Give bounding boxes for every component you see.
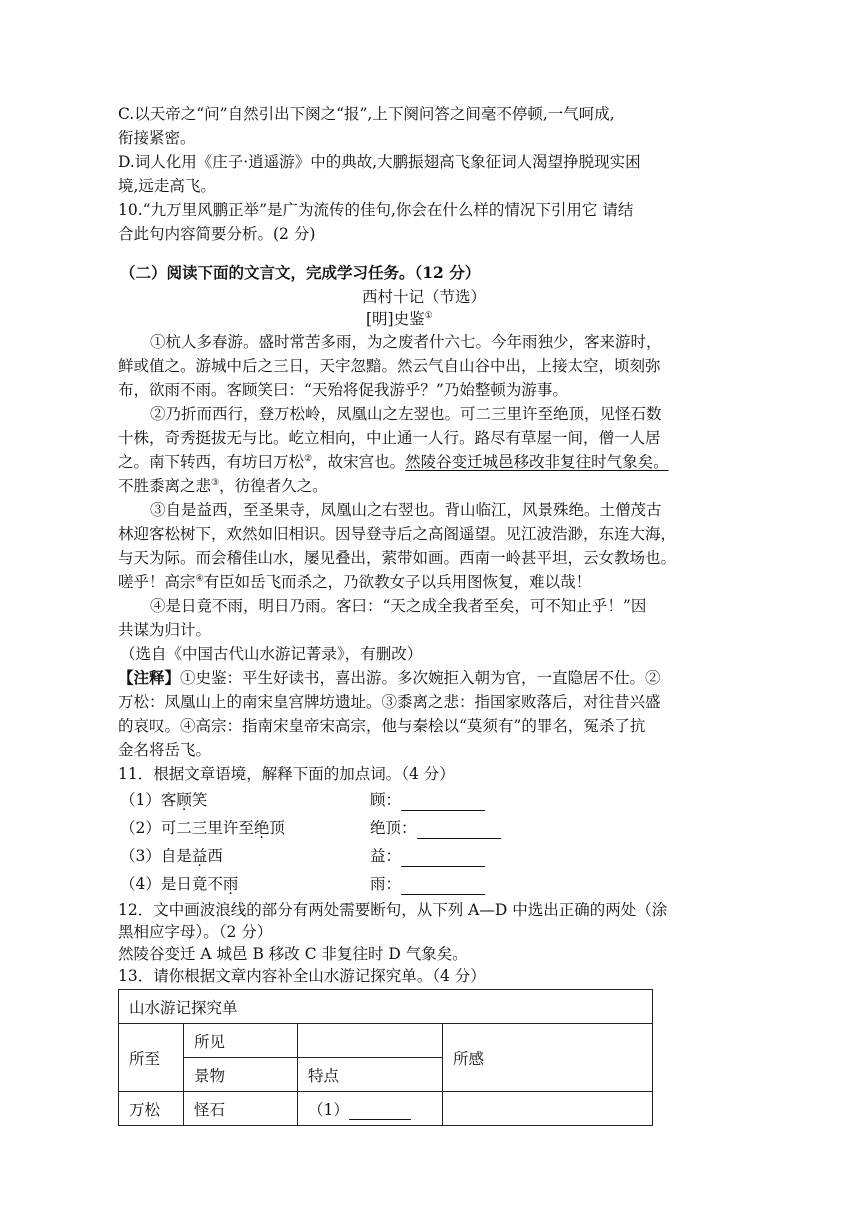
q11-item-2-text — [120, 817, 285, 839]
notes-line3: 的哀叹。④高宗：指南宋皇帝宋高宗，他与秦桧以“莫须有”的罪名，冤杀了抗 — [118, 717, 646, 735]
notes-line2: 万松：凤凰山上的南宋皇宫牌坊遗址。③黍离之悲：指国家败落后，对往昔兴盛 — [118, 693, 661, 711]
p1-line1: ①杭人多春游。盛时常苦多雨，为之废者什六七。今年雨独少，客来游时， — [150, 333, 662, 351]
notes-line1 — [118, 667, 661, 689]
answer-blank[interactable] — [401, 850, 485, 867]
note-mark-4: ④ — [195, 573, 204, 584]
q11-4-dotted-word: 雨 — [222, 875, 239, 893]
cell-feeling[interactable] — [443, 1092, 653, 1126]
notes-label: 【注释】 — [118, 668, 181, 687]
p3-line1: ③自是益西，至圣果寺，凤凰山之右翌也。背山临江，风景殊绝。土僧茂古 — [150, 501, 662, 519]
table-row — [119, 1024, 653, 1058]
q11-3-dotted-word: 益 — [191, 847, 208, 865]
cell-feature[interactable] — [298, 1092, 443, 1126]
q11-1-pre: （1）客 — [120, 791, 177, 809]
answer-blank[interactable] — [401, 794, 485, 811]
q11-2-dotted-word: 绝 — [253, 819, 270, 837]
option-c-line2: 衔接紧密。 — [118, 129, 196, 147]
notes-line4: 金名将岳飞。 — [118, 741, 212, 759]
q11-1-dotted-word: 顾 — [176, 791, 192, 809]
q11-2-label: 绝顶： — [370, 819, 417, 837]
source-citation: （选自《中国古代山水游记菁录》，有删改） — [120, 645, 423, 663]
header-empty — [298, 1024, 443, 1058]
q11-item-4-answer[interactable] — [370, 873, 485, 895]
author-note-mark: ① — [424, 310, 433, 321]
notes-text1: ①史鉴：平生好读书，喜出游。多次婉拒入朝为官，一直隐居不仕。② — [180, 669, 661, 687]
header-suogan: 所感 — [443, 1024, 653, 1092]
option-d-line1: D.词人化用《庄子·逍遥游》中的典故,大鹏振翅高飞象征词人渴望挣脱现实困 — [118, 153, 641, 171]
q11-item-4-text — [120, 873, 238, 895]
wavy-underlined-sentence: 然陵谷变迁城邑移改非复往时气象矣。 — [405, 453, 669, 471]
question-13: 13．请你根据文章内容补全山水游记探究单。（4 分） — [118, 967, 486, 985]
answer-blank[interactable] — [349, 1105, 411, 1120]
p1-line3: 布，欲雨不雨。客顾笑曰：“天殆将促我游乎？”乃始整顿为游事。 — [118, 381, 568, 399]
q11-item-3-answer[interactable] — [370, 845, 485, 867]
q11-2-post: 顶 — [269, 819, 285, 837]
p3-line2: 林迎客松树下，欢然如旧相识。因导登寺后之高阁遥望。见江波浩渺，东连大海， — [118, 525, 677, 543]
p2-line3-text2: ，故宋宫也。 — [312, 453, 406, 471]
cell-thing: 怪石 — [184, 1092, 298, 1126]
passage-title: 西村十记（节选） — [362, 288, 487, 306]
question-11: 11．根据文章语境，解释下面的加点词。（4 分） — [118, 765, 455, 783]
q11-3-label: 益： — [370, 847, 402, 865]
header-jingwu: 景物 — [184, 1058, 298, 1092]
p2-line4-text2: ，彷徨者久之。 — [219, 477, 328, 495]
p2-line1: ②乃折而西行，登万松岭，凤凰山之左翌也。可二三里许至绝顶，见怪石数 — [150, 405, 662, 423]
q11-1-post: 笑 — [191, 791, 208, 809]
p2-line4 — [118, 475, 328, 497]
q10-line2: 合此句内容简要分析。(2 分) — [118, 225, 316, 243]
header-suojian: 所见 — [184, 1024, 298, 1058]
q11-item-3-text — [120, 845, 223, 867]
q11-4-label: 雨： — [370, 875, 402, 893]
q11-2-pre: （2）可二三里许至 — [120, 819, 254, 837]
q11-1-label: 顾： — [370, 791, 402, 809]
note-mark-3: ③ — [211, 477, 220, 488]
q11-3-pre: （3）自是 — [120, 847, 192, 865]
q12-line2: 黑相应字母）。（2 分） — [118, 923, 273, 941]
p3-line4-text2: 有臣如岳飞而杀之，乃欲教女子以兵用图恢复，难以哉！ — [203, 573, 592, 591]
table-title: 山水游记探究单 — [119, 990, 653, 1024]
table-row — [119, 990, 653, 1024]
p3-line3: 与天为际。而会稽佳山水，屡见叠出，萦带如画。西南一岭甚平坦，云女教场也。 — [118, 549, 677, 567]
answer-blank[interactable] — [417, 822, 501, 839]
option-d-line2: 境,远走高飞。 — [118, 177, 216, 195]
p1-line2: 鲜或值之。游城中后之三日，天宇忽黯。然云气自山谷中出，上接太空，顷刻弥 — [118, 357, 661, 375]
option-c-line1: C.以天帝之“问”自然引出下阕之“报”,上下阕问答之间毫不停顿,一气呵成, — [118, 105, 615, 123]
p3-line4-text: 嗟乎！高宗 — [118, 573, 196, 591]
q11-item-2-answer[interactable] — [370, 817, 501, 839]
q11-3-post: 西 — [207, 847, 223, 865]
q10-line1: 10.“九万里风鹏正举”是广为流传的佳句,你会在什么样的情况下引用它 请结 — [118, 201, 634, 219]
table-row — [119, 1092, 653, 1126]
cell-feature-label: （1） — [308, 1100, 349, 1119]
q12-line3: 然陵谷变迁 A 城邑 B 移改 C 非复往时 D 气象矣。 — [118, 945, 468, 963]
cell-place: 万松 — [119, 1092, 184, 1126]
p4-line1: ④是日竟不雨，明日乃雨。客曰：“天之成全我者至矣，可不知止乎！”因 — [150, 597, 647, 615]
passage-author — [366, 308, 433, 330]
p4-line2: 共谋为归计。 — [118, 621, 212, 639]
header-suozhi: 所至 — [119, 1024, 184, 1092]
p2-line3-text: 之。南下转西，有坊曰万松 — [118, 453, 305, 471]
p3-line4 — [118, 571, 591, 593]
q11-4-pre: （4）是日竟不 — [120, 875, 223, 893]
p2-line2: 十株，奇秀挺拔无与比。屹立相向，中止通一人行。路尽有草屋一间，僧一人居 — [118, 429, 661, 447]
p2-line4-text: 不胜黍离之悲 — [118, 477, 212, 495]
header-tedian: 特点 — [298, 1058, 443, 1092]
p2-line3 — [118, 451, 669, 473]
author-text: [明]史鉴 — [366, 310, 425, 328]
q11-item-1-text — [120, 789, 207, 811]
note-mark-2: ② — [304, 453, 313, 464]
q11-item-1-answer[interactable] — [370, 789, 485, 811]
research-table — [118, 989, 653, 1126]
answer-blank[interactable] — [401, 878, 485, 895]
section-heading: （二）阅读下面的文言文，完成学习任务。（12 分） — [120, 263, 481, 282]
q12-line1: 12．文中画波浪线的部分有两处需要断句，从下列 A—D 中选出正确的两处（涂 — [118, 901, 668, 919]
